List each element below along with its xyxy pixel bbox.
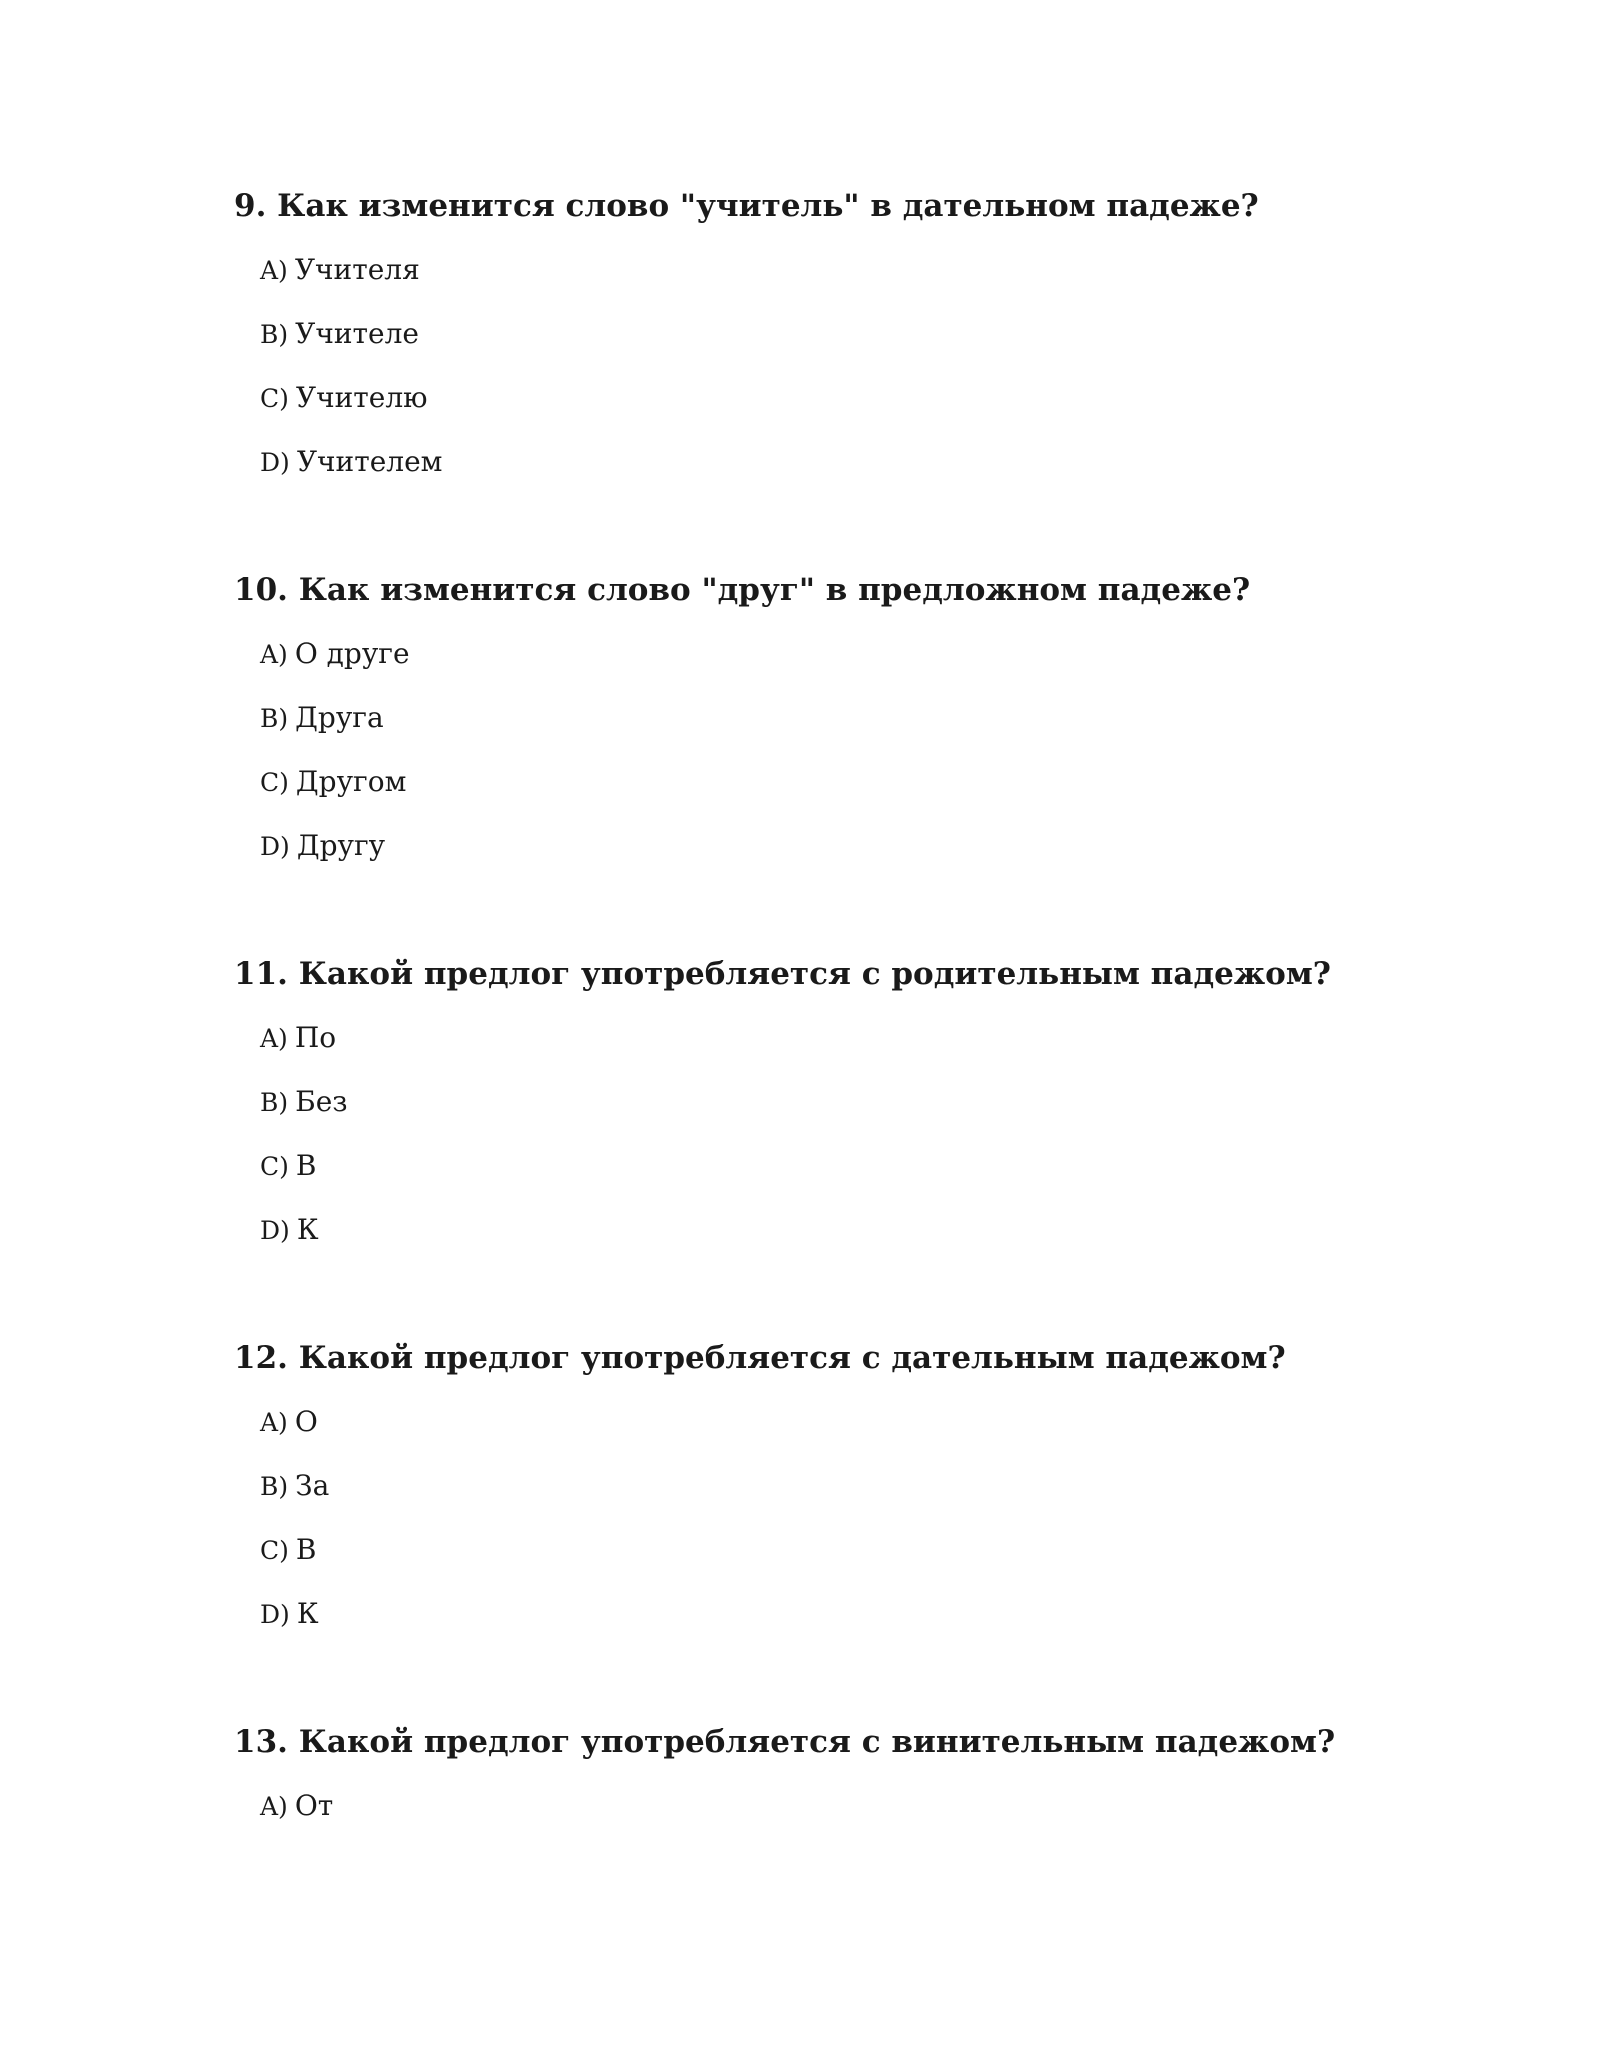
option-letter: D) — [260, 1216, 290, 1245]
question-9 — [234, 186, 1414, 506]
option-letter: C) — [260, 768, 289, 797]
answer-options — [234, 1786, 1414, 1826]
answer-option-b — [260, 1082, 1414, 1122]
answer-option-d — [260, 442, 1414, 482]
option-letter: C) — [260, 384, 289, 413]
answer-option-b — [260, 314, 1414, 354]
option-letter: B) — [260, 1472, 289, 1501]
option-text: Друга — [295, 701, 384, 734]
answer-options — [234, 250, 1414, 482]
answer-option-a — [260, 1786, 1414, 1826]
answer-option-c — [260, 378, 1414, 418]
option-letter: C) — [260, 1536, 289, 1565]
question-title: 9. Как изменится слово "учитель" в дательном падеже? — [234, 188, 1259, 224]
option-letter: A) — [260, 1024, 288, 1053]
question-title: 12. Какой предлог употребляется с дательным падежом? — [234, 1340, 1286, 1376]
question-13 — [234, 1722, 1414, 1850]
answer-option-a — [260, 1018, 1414, 1058]
answer-options — [234, 1018, 1414, 1250]
option-text: От — [294, 1789, 334, 1822]
question-title: 11. Какой предлог употребляется с родительным падежом? — [234, 956, 1331, 992]
option-text: Учителя — [294, 253, 420, 286]
option-letter: D) — [260, 448, 290, 477]
option-text: По — [294, 1021, 337, 1054]
option-text: В — [295, 1533, 317, 1566]
option-letter: B) — [260, 1088, 289, 1117]
answer-option-c — [260, 1146, 1414, 1186]
answer-options — [234, 1402, 1414, 1634]
option-letter: D) — [260, 832, 290, 861]
answer-option-d — [260, 1210, 1414, 1250]
answer-option-d — [260, 1594, 1414, 1634]
option-text: Учителю — [295, 381, 428, 414]
option-text: Другу — [296, 829, 386, 862]
option-letter: A) — [260, 1792, 288, 1821]
option-letter: C) — [260, 1152, 289, 1181]
question-11 — [234, 954, 1414, 1274]
answer-option-c — [260, 1530, 1414, 1570]
option-letter: A) — [260, 1408, 288, 1437]
option-text: К — [296, 1597, 319, 1630]
answer-option-c — [260, 762, 1414, 802]
option-text: За — [295, 1469, 330, 1502]
option-text: О — [294, 1405, 318, 1438]
answer-option-a — [260, 250, 1414, 290]
question-title: 10. Как изменится слово "друг" в предложном падеже? — [234, 572, 1251, 608]
option-letter: B) — [260, 320, 289, 349]
option-letter: A) — [260, 256, 288, 285]
option-text: О друге — [294, 637, 410, 670]
answer-option-b — [260, 1466, 1414, 1506]
answer-option-a — [260, 634, 1414, 674]
question-10 — [234, 570, 1414, 890]
option-letter: B) — [260, 704, 289, 733]
option-text: К — [296, 1213, 319, 1246]
answer-option-b — [260, 698, 1414, 738]
option-letter: D) — [260, 1600, 290, 1629]
answer-options — [234, 634, 1414, 866]
option-text: В — [295, 1149, 317, 1182]
option-text: Учителем — [296, 445, 443, 478]
option-text: Учителе — [295, 317, 419, 350]
question-title: 13. Какой предлог употребляется с винительным падежом? — [234, 1724, 1336, 1760]
answer-option-d — [260, 826, 1414, 866]
option-text: Другом — [295, 765, 407, 798]
answer-option-a — [260, 1402, 1414, 1442]
option-text: Без — [295, 1085, 348, 1118]
option-letter: A) — [260, 640, 288, 669]
question-12 — [234, 1338, 1414, 1658]
